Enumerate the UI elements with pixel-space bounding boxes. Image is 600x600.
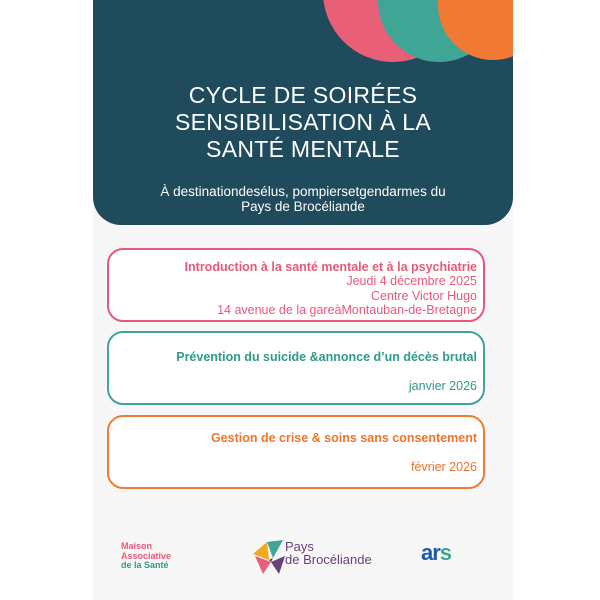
poster-title xyxy=(93,82,513,163)
pays-broceliande-emblem-icon xyxy=(249,534,289,578)
poster-subtitle xyxy=(103,184,503,214)
pays-broceliande-logo xyxy=(249,534,379,584)
pays-logo-line-1: Pays xyxy=(285,539,314,554)
event-address: 14 avenue de la gareàMontauban-de-Bretagne xyxy=(217,303,477,317)
event-venue: Centre Victor Hugo xyxy=(370,289,477,303)
event-card-prevention xyxy=(107,331,485,405)
mas-logo-line-1: Maison xyxy=(121,541,153,551)
maison-associative-logo xyxy=(121,542,201,571)
pays-logo-text xyxy=(285,540,372,566)
event-date: février 2026 xyxy=(410,460,477,474)
partner-logos xyxy=(93,528,513,588)
ars-logo xyxy=(421,540,451,566)
poster xyxy=(93,0,513,600)
ars-logo-ar: ar xyxy=(421,540,440,565)
event-date: Jeudi 4 décembre 2025 xyxy=(346,274,477,288)
event-date: janvier 2026 xyxy=(408,379,477,393)
header-banner xyxy=(93,0,513,225)
pays-logo-line-2: de Brocéliande xyxy=(285,552,372,567)
subtitle-line-2: Pays de Brocéliande xyxy=(241,199,365,214)
title-line-3: SANTÉ MENTALE xyxy=(206,136,400,162)
title-line-2: SENSIBILISATION À LA xyxy=(174,109,432,135)
event-card-crisis xyxy=(107,415,485,489)
event-card-introduction xyxy=(107,248,485,322)
mas-logo-line-3: de la Santé xyxy=(121,560,169,570)
ars-logo-s: s xyxy=(439,540,452,565)
event-title: Prévention du suicide &annonce d’un décès brutal xyxy=(176,350,477,364)
mas-logo-line-2: Associative xyxy=(121,550,172,561)
event-title: Introduction à la santé mentale et à la psychiatrie xyxy=(184,260,477,274)
title-line-1: CYCLE DE SOIRÉES xyxy=(188,82,418,108)
subtitle-line-1: À destinationdesélus, pompiersetgendarmes du xyxy=(160,184,446,199)
event-title: Gestion de crise & soins sans consentement xyxy=(210,431,477,445)
